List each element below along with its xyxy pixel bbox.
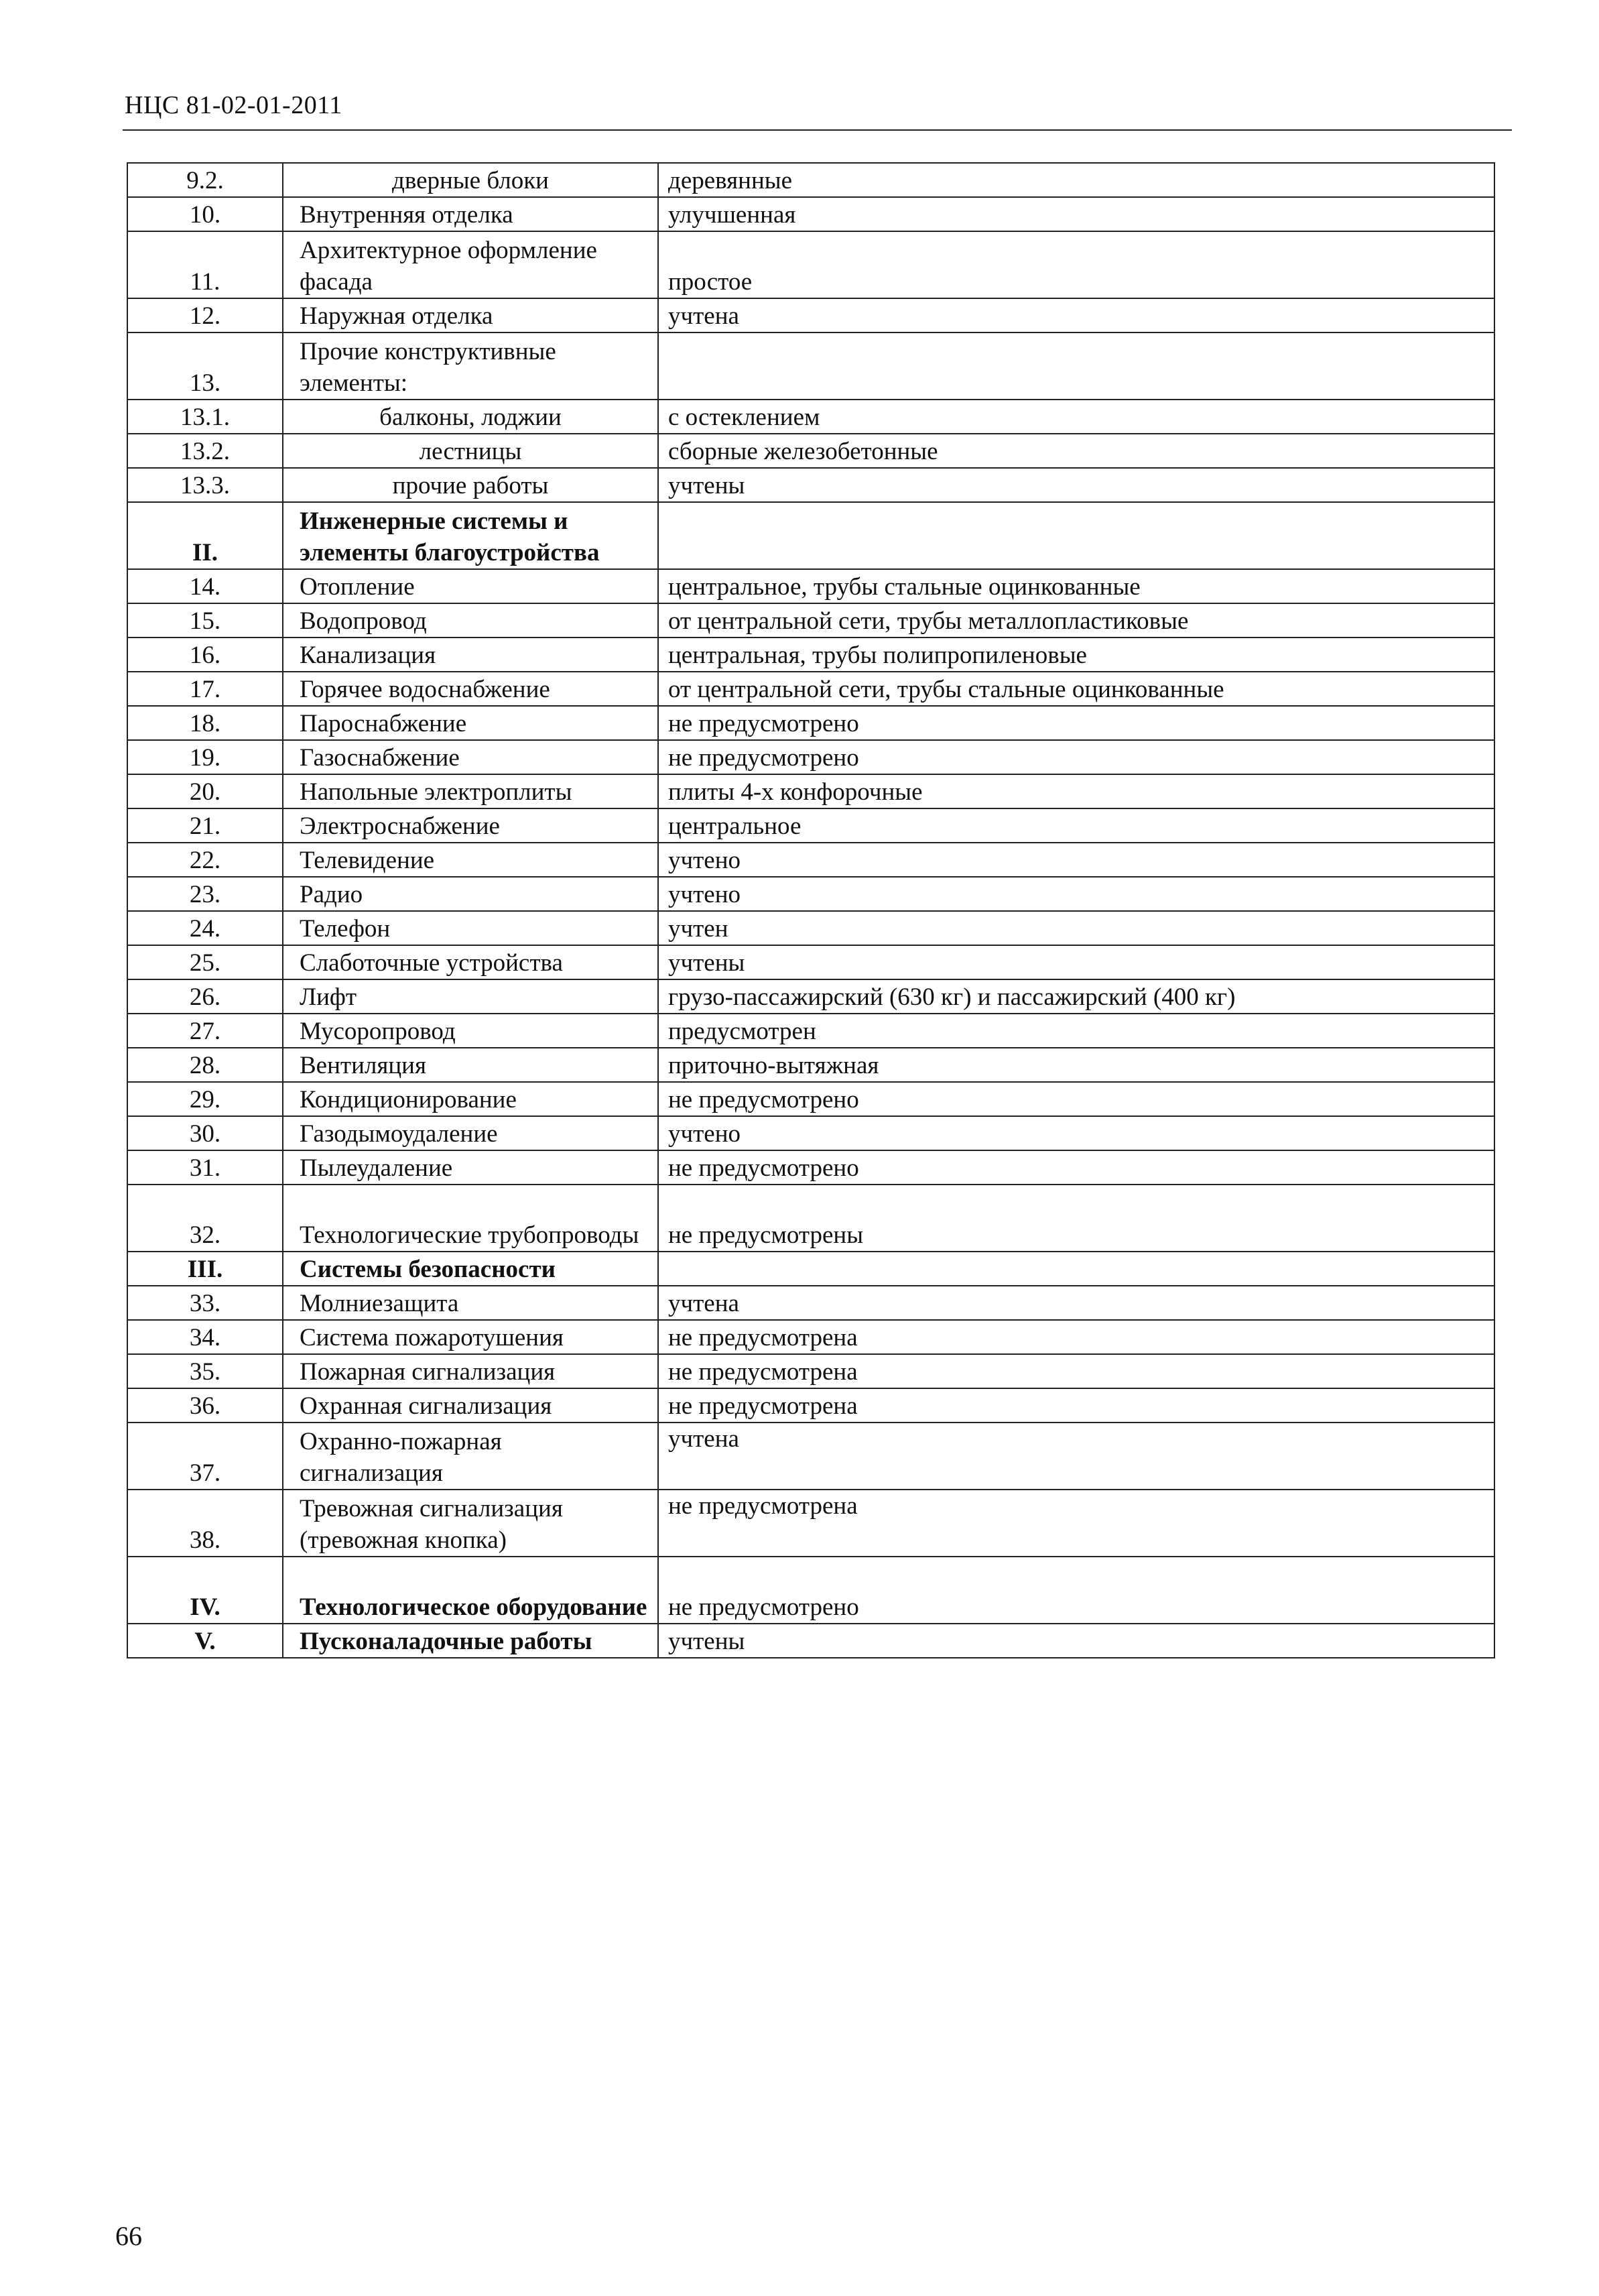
table-row (127, 298, 1494, 333)
item-value-cell: с остеклением (658, 400, 1494, 434)
table-row (127, 400, 1494, 434)
item-name-cell: Пароснабжение (283, 706, 658, 740)
row-number-cell: 26. (127, 979, 283, 1014)
item-value-cell: учтено (658, 843, 1494, 877)
item-name-cell: Технологическое оборудование (283, 1557, 658, 1624)
table-row (127, 197, 1494, 231)
row-number-cell: 10. (127, 197, 283, 231)
row-number-cell: 11. (127, 231, 283, 298)
table-row (127, 502, 1494, 569)
table-row (127, 740, 1494, 774)
item-value-cell: не предусмотрена (658, 1490, 1494, 1557)
item-value-cell: не предусмотрена (658, 1354, 1494, 1388)
table-row (127, 1320, 1494, 1354)
table-row (127, 672, 1494, 706)
table-row (127, 945, 1494, 979)
table-row (127, 877, 1494, 911)
item-name-cell: Телевидение (283, 843, 658, 877)
item-value-cell: не предусмотрены (658, 1185, 1494, 1252)
table-row (127, 808, 1494, 843)
table-row (127, 1116, 1494, 1150)
item-name-cell: Системы безопасности (283, 1252, 658, 1286)
row-number-cell: 22. (127, 843, 283, 877)
item-name-cell: Пусконаладочные работы (283, 1624, 658, 1658)
row-number-cell: 13.2. (127, 434, 283, 468)
page-number: 66 (115, 2221, 142, 2251)
table-row (127, 468, 1494, 502)
item-name-cell: Охранная сигнализация (283, 1388, 658, 1423)
item-value-cell: приточно-вытяжная (658, 1048, 1494, 1082)
row-number-cell: 17. (127, 672, 283, 706)
item-name-cell: Электроснабжение (283, 808, 658, 843)
row-number-cell: 25. (127, 945, 283, 979)
item-value-cell: не предусмотрено (658, 1082, 1494, 1116)
table-row (127, 1185, 1494, 1252)
item-value-cell: не предусмотрена (658, 1320, 1494, 1354)
row-number-cell: 21. (127, 808, 283, 843)
item-name-cell: Кондиционирование (283, 1082, 658, 1116)
table-row (127, 1557, 1494, 1624)
item-name-cell: Напольные электроплиты (283, 774, 658, 808)
item-name-cell: Отопление (283, 569, 658, 603)
item-name-cell: Слаботочные устройства (283, 945, 658, 979)
item-value-cell (658, 1252, 1494, 1286)
specification-table (127, 162, 1495, 1658)
row-number-cell: 37. (127, 1423, 283, 1490)
row-number-cell: 13.3. (127, 468, 283, 502)
row-number-cell: 28. (127, 1048, 283, 1082)
item-value-cell (658, 333, 1494, 400)
row-number-cell: 16. (127, 638, 283, 672)
item-name-cell: Охранно-пожарная сигнализация (283, 1423, 658, 1490)
item-name-cell: Молниезащита (283, 1286, 658, 1320)
item-value-cell: не предусмотрено (658, 706, 1494, 740)
row-number-cell: 14. (127, 569, 283, 603)
item-name-cell: Пылеудаление (283, 1150, 658, 1185)
row-number-cell: 18. (127, 706, 283, 740)
table-row (127, 1048, 1494, 1082)
item-name-cell: Пожарная сигнализация (283, 1354, 658, 1388)
table-row (127, 1286, 1494, 1320)
item-value-cell: учтена (658, 1423, 1494, 1490)
item-name-cell: Архитектурное оформление фасада (283, 231, 658, 298)
row-number-cell: V. (127, 1624, 283, 1658)
row-number-cell: 9.2. (127, 163, 283, 197)
item-name-cell: Канализация (283, 638, 658, 672)
table-row (127, 1082, 1494, 1116)
item-name-cell: Внутренняя отделка (283, 197, 658, 231)
row-number-cell: 29. (127, 1082, 283, 1116)
table-row (127, 1388, 1494, 1423)
row-number-cell: II. (127, 502, 283, 569)
table-row (127, 979, 1494, 1014)
item-value-cell: учтен (658, 911, 1494, 945)
row-number-cell: 12. (127, 298, 283, 333)
item-name-cell: Горячее водоснабжение (283, 672, 658, 706)
item-value-cell: учтены (658, 468, 1494, 502)
table-row (127, 706, 1494, 740)
table-row (127, 638, 1494, 672)
table-row (127, 774, 1494, 808)
item-value-cell (658, 502, 1494, 569)
table-row (127, 603, 1494, 638)
item-name-cell: Инженерные системы и элементы благоустройства (283, 502, 658, 569)
row-number-cell: 15. (127, 603, 283, 638)
item-value-cell: учтена (658, 298, 1494, 333)
item-value-cell: центральное (658, 808, 1494, 843)
item-value-cell: центральное, трубы стальные оцинкованные (658, 569, 1494, 603)
item-value-cell: учтены (658, 945, 1494, 979)
table-row (127, 911, 1494, 945)
table-row (127, 231, 1494, 298)
item-value-cell: от центральной сети, трубы стальные оцинкованные (658, 672, 1494, 706)
item-name-cell: дверные блоки (283, 163, 658, 197)
table-row (127, 1252, 1494, 1286)
item-name-cell: Технологические трубопроводы (283, 1185, 658, 1252)
item-name-cell: Тревожная сигнализация (тревожная кнопка) (283, 1490, 658, 1557)
row-number-cell: 33. (127, 1286, 283, 1320)
item-value-cell: от центральной сети, трубы металлопластиковые (658, 603, 1494, 638)
item-value-cell: не предусмотрено (658, 1557, 1494, 1624)
item-name-cell: Система пожаротушения (283, 1320, 658, 1354)
item-value-cell: центральная, трубы полипропиленовые (658, 638, 1494, 672)
item-value-cell: учтено (658, 1116, 1494, 1150)
item-value-cell: учтена (658, 1286, 1494, 1320)
item-name-cell: прочие работы (283, 468, 658, 502)
table-row (127, 1490, 1494, 1557)
item-value-cell: не предусмотрено (658, 740, 1494, 774)
item-name-cell: Радио (283, 877, 658, 911)
row-number-cell: 13. (127, 333, 283, 400)
header-rule (123, 129, 1512, 131)
row-number-cell: 24. (127, 911, 283, 945)
table-row (127, 1423, 1494, 1490)
item-value-cell: плиты 4-х конфорочные (658, 774, 1494, 808)
item-name-cell: Газодымоудаление (283, 1116, 658, 1150)
item-value-cell: улучшенная (658, 197, 1494, 231)
row-number-cell: 23. (127, 877, 283, 911)
table-row (127, 1014, 1494, 1048)
row-number-cell: IV. (127, 1557, 283, 1624)
row-number-cell: III. (127, 1252, 283, 1286)
row-number-cell: 35. (127, 1354, 283, 1388)
table-row (127, 1624, 1494, 1658)
row-number-cell: 30. (127, 1116, 283, 1150)
table-row (127, 569, 1494, 603)
item-value-cell: простое (658, 231, 1494, 298)
item-name-cell: Мусоропровод (283, 1014, 658, 1048)
item-value-cell: грузо-пассажирский (630 кг) и пассажирский (400 кг) (658, 979, 1494, 1014)
table-row (127, 1150, 1494, 1185)
table-row (127, 333, 1494, 400)
table-row (127, 434, 1494, 468)
item-name-cell: Прочие конструктивные элементы: (283, 333, 658, 400)
row-number-cell: 20. (127, 774, 283, 808)
item-value-cell: не предусмотрена (658, 1388, 1494, 1423)
row-number-cell: 36. (127, 1388, 283, 1423)
table-row (127, 843, 1494, 877)
item-name-cell: балконы, лоджии (283, 400, 658, 434)
item-name-cell: Водопровод (283, 603, 658, 638)
item-name-cell: Телефон (283, 911, 658, 945)
item-name-cell: Лифт (283, 979, 658, 1014)
document-code: НЦС 81-02-01-2011 (125, 91, 342, 119)
row-number-cell: 34. (127, 1320, 283, 1354)
item-value-cell: предусмотрен (658, 1014, 1494, 1048)
item-name-cell: Вентиляция (283, 1048, 658, 1082)
item-value-cell: учтено (658, 877, 1494, 911)
specification-table-body (127, 163, 1494, 1658)
item-value-cell: сборные железобетонные (658, 434, 1494, 468)
item-value-cell: деревянные (658, 163, 1494, 197)
item-name-cell: лестницы (283, 434, 658, 468)
row-number-cell: 13.1. (127, 400, 283, 434)
row-number-cell: 31. (127, 1150, 283, 1185)
item-value-cell: не предусмотрено (658, 1150, 1494, 1185)
row-number-cell: 19. (127, 740, 283, 774)
table-row (127, 163, 1494, 197)
row-number-cell: 32. (127, 1185, 283, 1252)
row-number-cell: 27. (127, 1014, 283, 1048)
item-name-cell: Газоснабжение (283, 740, 658, 774)
item-value-cell: учтены (658, 1624, 1494, 1658)
table-row (127, 1354, 1494, 1388)
row-number-cell: 38. (127, 1490, 283, 1557)
item-name-cell: Наружная отделка (283, 298, 658, 333)
